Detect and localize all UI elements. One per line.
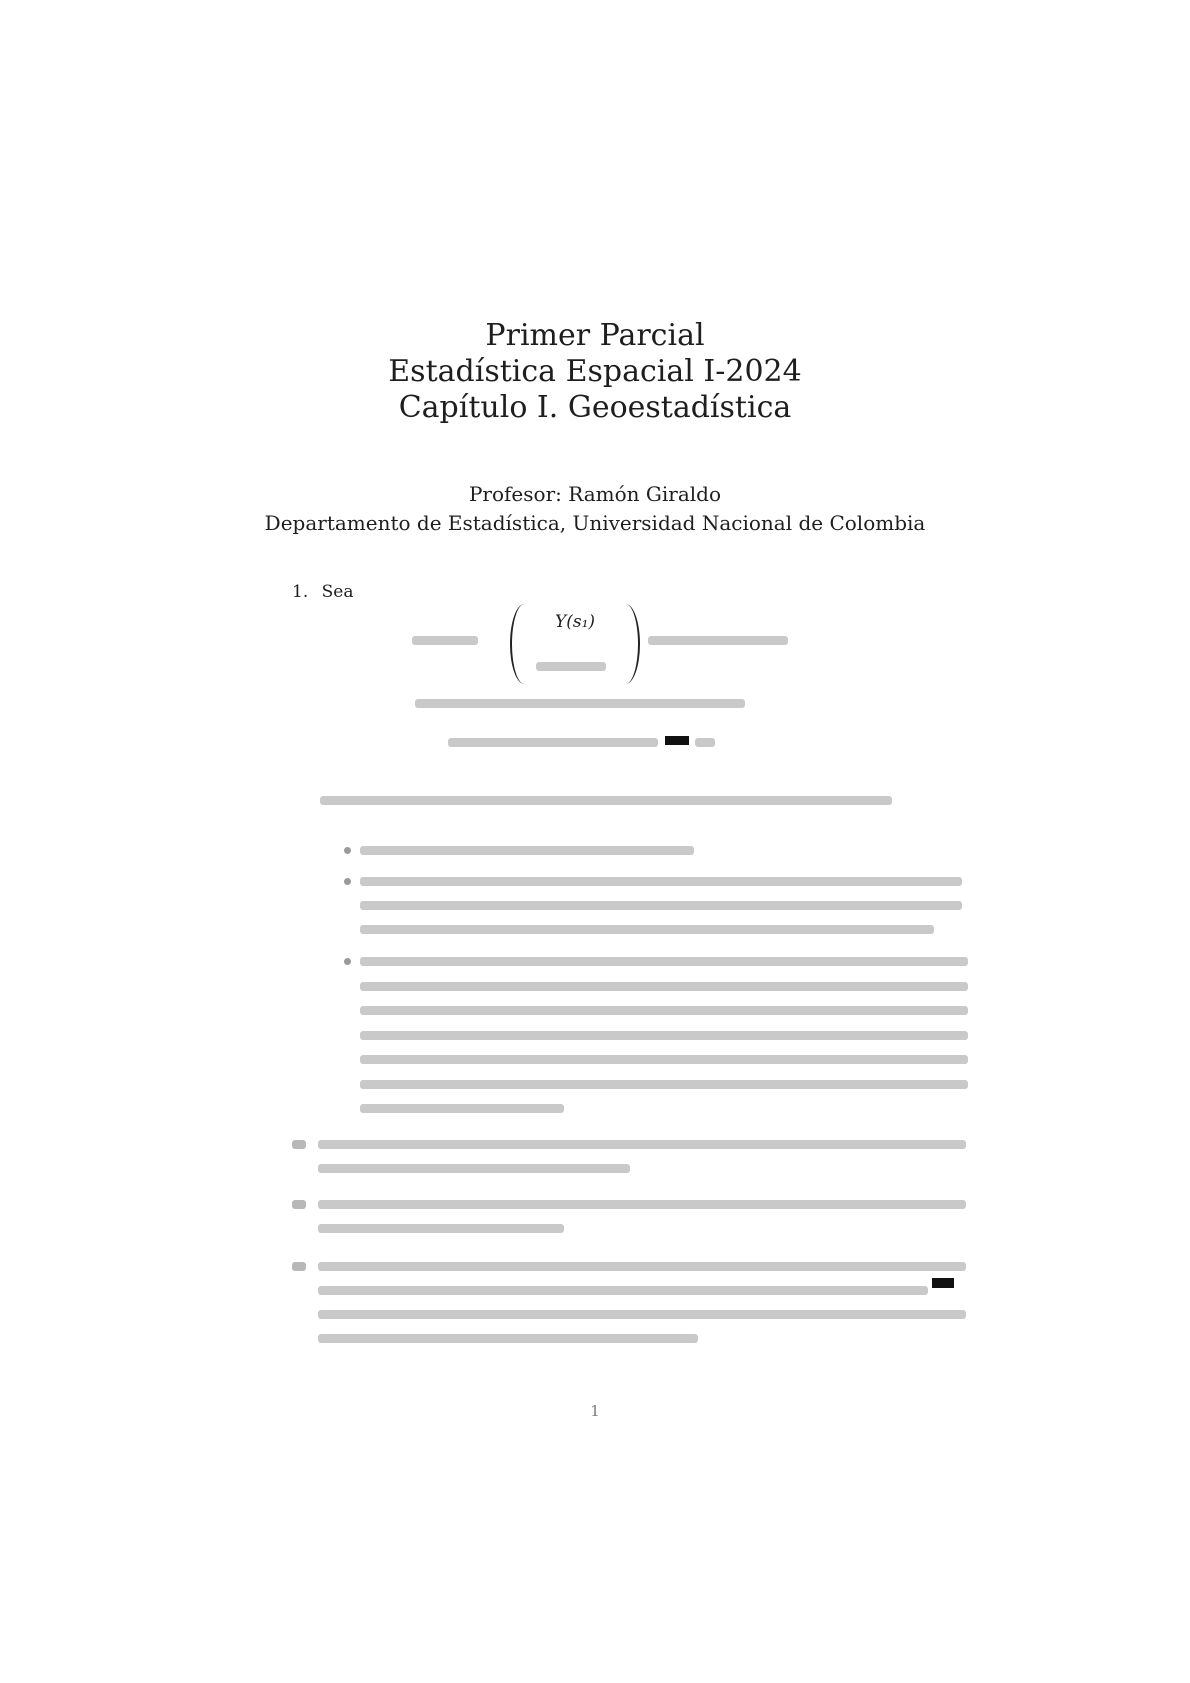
bullet-2	[344, 878, 351, 885]
problem-3-line-2	[318, 1224, 564, 1233]
equation-line-3-end	[695, 738, 715, 747]
bullet-2-line-2	[360, 901, 962, 910]
bullet-3-line-3	[360, 1006, 968, 1015]
bullet-1	[344, 847, 351, 854]
bullet-3-line-1	[360, 957, 968, 966]
author-block	[0, 480, 1190, 538]
problem-3-line-1	[318, 1200, 966, 1209]
bullet-3	[344, 958, 351, 965]
problem-4-number	[292, 1262, 306, 1271]
bullet-2-line-3	[360, 925, 934, 934]
bullet-2-line-1	[360, 877, 962, 886]
document-title-block	[0, 318, 1190, 426]
author-name: Profesor: Ramón Giraldo	[468, 482, 722, 506]
equation-line-1-left	[412, 636, 478, 645]
bullet-1-line-1	[360, 846, 694, 855]
problem-4-line-3	[318, 1310, 966, 1319]
left-parenthesis	[510, 604, 534, 684]
problem-4-line-1	[318, 1262, 966, 1271]
title-line-2: Estadística Espacial I-2024	[388, 354, 802, 389]
problem-2-line-1	[318, 1140, 966, 1149]
bullet-3-line-2	[360, 982, 968, 991]
problem-2-number	[292, 1140, 306, 1149]
bullet-3-line-6	[360, 1080, 968, 1089]
problem-2-line-2	[318, 1164, 630, 1173]
problem-1-lead-text: Sea	[321, 582, 354, 602]
matrix-last-entry	[536, 662, 606, 671]
bullet-3-line-7	[360, 1104, 564, 1113]
equation-line-3	[448, 738, 658, 747]
title-line-3: Capítulo I. Geoestadística	[398, 390, 792, 425]
author-affiliation: Departamento de Estadística, Universidad Nacional de Colombia	[264, 511, 926, 535]
title-line-1: Primer Parcial	[485, 318, 705, 353]
model-description-line	[320, 796, 892, 805]
problem-4-line-4	[318, 1334, 698, 1343]
vector-matrix	[510, 604, 640, 684]
bullet-3-line-5	[360, 1055, 968, 1064]
problem-4-line-2	[318, 1286, 928, 1295]
bullet-3-line-4	[360, 1031, 968, 1040]
matrix-first-entry: Y(s₁)	[554, 612, 596, 632]
problem-3-number	[292, 1200, 306, 1209]
problem-1-lead	[292, 582, 353, 602]
equation-line-2	[415, 699, 745, 708]
problem-4-formula-mark	[932, 1278, 954, 1288]
problem-1-number: 1.	[292, 582, 309, 602]
equation-fraction-mark	[665, 736, 689, 745]
page-number: 1	[590, 1402, 600, 1420]
right-parenthesis	[616, 604, 640, 684]
equation-line-1-right	[648, 636, 788, 645]
